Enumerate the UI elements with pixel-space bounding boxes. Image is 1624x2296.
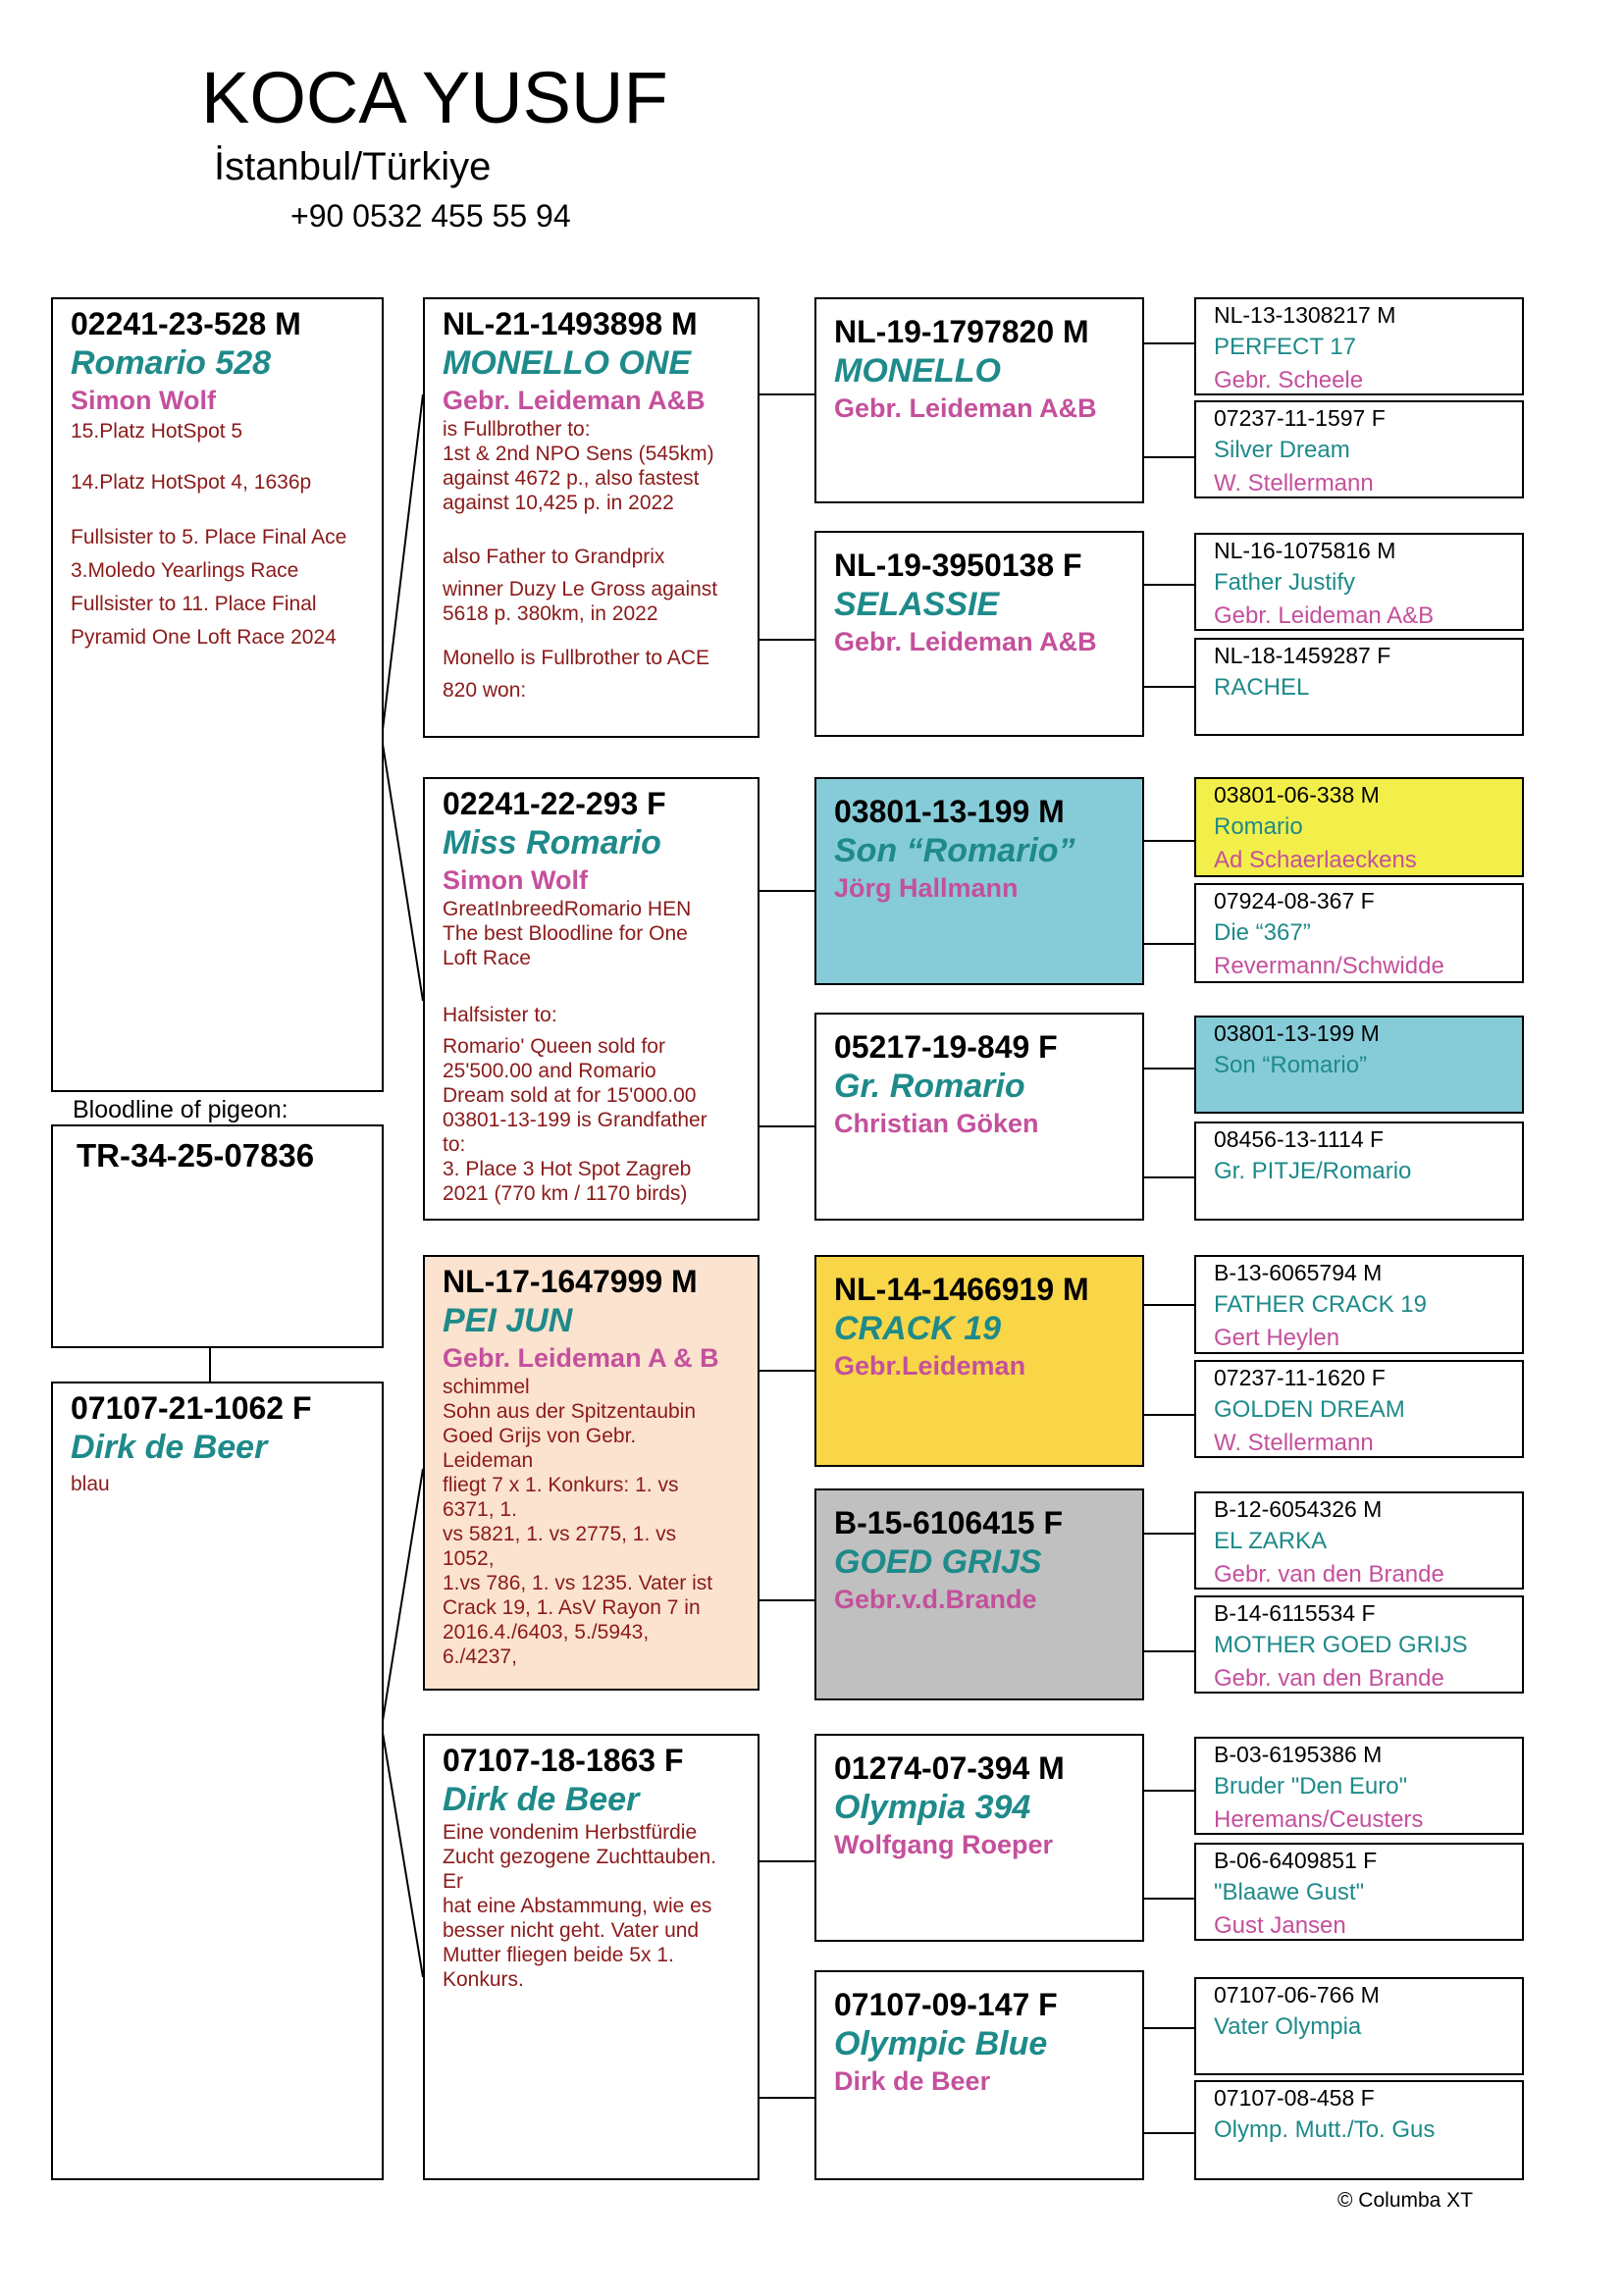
breeder-name: Gebr. van den Brande <box>1214 1665 1444 1692</box>
breeder-name: Gebr. Leideman A&B <box>1214 602 1435 629</box>
pigeon-name: Olympic Blue <box>834 2025 1048 2062</box>
breeder-name: Revermann/Schwidde <box>1214 953 1444 979</box>
ring-number: NL-13-1308217 M <box>1214 302 1396 328</box>
breeder-name: Gebr. Leideman A&B <box>443 386 706 415</box>
pigeon-name: RACHEL <box>1214 674 1310 701</box>
ring-number: NL-19-3950138 F <box>834 548 1082 583</box>
great-grandparent-card-14 <box>1194 1843 1524 1941</box>
grandparent-card-1 <box>814 297 1144 503</box>
pigeon-name: SELASSIE <box>834 586 1000 623</box>
great-grandparent-card-10 <box>1194 1360 1524 1458</box>
ring-number: 07107-21-1062 F <box>71 1390 312 1426</box>
pigeon-name: MONELLO <box>834 352 1001 390</box>
pigeon-name: MONELLO ONE <box>443 344 692 382</box>
breeder-name: W. Stellermann <box>1214 1430 1374 1456</box>
pigeon-name: Romario <box>1214 813 1303 840</box>
great-grandparent-card-3 <box>1194 533 1524 631</box>
ring-number: B-03-6195386 M <box>1214 1742 1383 1767</box>
pigeon-name: Gr. PITJE/Romario <box>1214 1158 1412 1184</box>
pedigree-dam-dam-card <box>423 1734 760 2180</box>
ring-number: B-12-6054326 M <box>1214 1496 1383 1522</box>
pigeon-name: Silver Dream <box>1214 437 1350 463</box>
pigeon-name: Son “Romario” <box>834 832 1075 869</box>
ring-number: B-15-6106415 F <box>834 1505 1064 1540</box>
grandparent-card-5 <box>814 1255 1144 1467</box>
breeder-name: W. Stellermann <box>1214 470 1374 496</box>
pigeon-name: GOED GRIJS <box>834 1543 1042 1581</box>
breeder-name: Gebr. Leideman A&B <box>834 627 1097 656</box>
ring-number: 03801-13-199 M <box>834 794 1065 829</box>
pigeon-name: Vater Olympia <box>1214 2013 1362 2040</box>
great-grandparent-card-4 <box>1194 638 1524 736</box>
pedigree-sire-dam-card <box>423 777 760 1221</box>
ring-number: 07924-08-367 F <box>1214 888 1375 913</box>
ring-number: B-13-6065794 M <box>1214 1260 1383 1285</box>
pedigree-dam-sire-card <box>423 1255 760 1691</box>
pigeon-name: Olympia 394 <box>834 1789 1031 1826</box>
pigeon-notes: Eine vondenim Herbstfürdie Zucht gezogene Zuchttauben. Er hat eine Abstammung, wie es besser nicht geht. Vater und Mutter fliegen beide 5x 1. Konkurs. <box>443 1821 717 1991</box>
ring-number: NL-16-1075816 M <box>1214 538 1396 563</box>
breeder-name: Gebr. van den Brande <box>1214 1561 1444 1588</box>
breeder-name: Simon Wolf <box>443 865 588 895</box>
grandparent-card-4 <box>814 1013 1144 1221</box>
pigeon-name: Miss Romario <box>443 824 661 861</box>
breeder-name: Gebr.Leideman <box>834 1351 1026 1381</box>
ring-number: 03801-06-338 M <box>1214 782 1380 808</box>
ring-number: B-06-6409851 F <box>1214 1848 1378 1873</box>
ring-number: NL-19-1797820 M <box>834 314 1089 349</box>
pigeon-name: Dirk de Beer <box>71 1429 268 1466</box>
pigeon-name: PERFECT 17 <box>1214 334 1356 360</box>
pigeon-name: "Blaawe Gust" <box>1214 1879 1365 1905</box>
pigeon-name: Olymp. Mutt./To. Gus <box>1214 2116 1436 2143</box>
pedigree-sire-sire-card <box>423 297 760 738</box>
bloodline-label: Bloodline of pigeon: <box>69 1095 292 1124</box>
pigeon-name: Father Justify <box>1214 569 1356 596</box>
ring-number: 07107-18-1863 F <box>443 1743 684 1778</box>
ring-number: NL-17-1647999 M <box>443 1264 698 1299</box>
pigeon-notes: blau <box>71 1473 110 1495</box>
ring-number: 07237-11-1597 F <box>1214 405 1386 431</box>
great-grandparent-card-15 <box>1194 1977 1524 2075</box>
breeder-name: Heremans/Ceusters <box>1214 1806 1424 1833</box>
pigeon-name: Son “Romario” <box>1214 1052 1368 1078</box>
breeder-name: Dirk de Beer <box>834 2066 991 2096</box>
great-grandparent-card-8 <box>1194 1122 1524 1221</box>
grandparent-card-2 <box>814 531 1144 737</box>
pigeon-name: Dirk de Beer <box>443 1781 640 1818</box>
grandparent-card-8 <box>814 1970 1144 2180</box>
grandparent-card-3 <box>814 777 1144 985</box>
copyright-notice: © Columba XT <box>1337 2189 1474 2212</box>
breeder-name: Wolfgang Roeper <box>834 1830 1054 1859</box>
breeder-city: İstanbul/Türkiye <box>214 145 492 188</box>
breeder-phone: +90 0532 455 55 94 <box>290 198 571 234</box>
ring-number: 05217-19-849 F <box>834 1029 1058 1065</box>
pigeon-name: Romario 528 <box>71 344 272 382</box>
pigeon-notes: 15.Platz HotSpot 5 14.Platz HotSpot 4, 1636p Fullsister to 5. Place Final Ace 3.Moledo Yearlings Race Fullsister to 11. Place Final Pyramid One Loft Race 2024 <box>71 420 347 649</box>
pedigree-dam-card <box>51 1382 384 2180</box>
breeder-name: Ad Schaerlaeckens <box>1214 847 1417 873</box>
bloodline-ring: TR-34-25-07836 <box>77 1137 315 1174</box>
pigeon-name: Die “367” <box>1214 919 1311 946</box>
pigeon-notes: is Fullbrother to: 1st & 2nd NPO Sens (545km) against 4672 p., also fastest against 10,425 p. in 2022 also Father to Grandprix winner Duzy Le Gross against 5618 p. 380km, in 2022 Monello is Fullbrother to ACE 820 won: <box>443 418 718 702</box>
grandparent-card-6 <box>814 1488 1144 1700</box>
great-grandparent-card-7 <box>1194 1016 1524 1114</box>
breeder-name: Gebr. Scheele <box>1214 367 1364 393</box>
ring-number: 02241-22-293 F <box>443 786 666 821</box>
breeder-name: Jörg Hallmann <box>834 873 1019 903</box>
pigeon-name: FATHER CRACK 19 <box>1214 1291 1427 1318</box>
great-grandparent-card-6 <box>1194 883 1524 983</box>
pigeon-name: GOLDEN DREAM <box>1214 1396 1405 1423</box>
ring-number: 07237-11-1620 F <box>1214 1365 1386 1390</box>
breeder-name: Simon Wolf <box>71 386 216 415</box>
ring-number: NL-21-1493898 M <box>443 306 698 341</box>
great-grandparent-card-2 <box>1194 400 1524 498</box>
pigeon-name: Bruder "Den Euro" <box>1214 1773 1408 1800</box>
great-grandparent-card-1 <box>1194 297 1524 395</box>
ring-number: 02241-23-528 M <box>71 306 301 341</box>
ring-number: 07107-06-766 M <box>1214 1982 1380 2008</box>
breeder-name: Christian Göken <box>834 1109 1039 1138</box>
ring-number: 07107-08-458 F <box>1214 2085 1375 2111</box>
great-grandparent-card-9 <box>1194 1255 1524 1354</box>
great-grandparent-card-5 <box>1194 777 1524 877</box>
ring-number: 08456-13-1114 F <box>1214 1126 1385 1152</box>
ring-number: 03801-13-199 M <box>1214 1020 1380 1046</box>
pedigree-sire-card <box>51 297 384 1092</box>
ring-number: B-14-6115534 F <box>1214 1600 1376 1626</box>
breeder-name: Gust Jansen <box>1214 1912 1346 1939</box>
great-grandparent-card-13 <box>1194 1737 1524 1835</box>
great-grandparent-card-12 <box>1194 1595 1524 1694</box>
ring-number: NL-14-1466919 M <box>834 1272 1089 1307</box>
pigeon-notes: GreatInbreedRomario HEN The best Bloodline for One Loft Race Halfsister to: Romario' Queen sold for 25'500.00 and Romario Dream sold at for 15'000.00 03801-13-199 is Grandfather to: 3. Place 3 Hot Spot Zagreb 2021 (770 km / 1170 birds) <box>443 898 707 1205</box>
ring-number: 01274-07-394 M <box>834 1750 1065 1786</box>
great-grandparent-card-16 <box>1194 2080 1524 2180</box>
pigeon-name: MOTHER GOED GRIJS <box>1214 1632 1468 1658</box>
great-grandparent-card-11 <box>1194 1491 1524 1590</box>
breeder-name: Gert Heylen <box>1214 1325 1340 1351</box>
breeder-name: Gebr.v.d.Brande <box>834 1585 1037 1614</box>
pigeon-name: EL ZARKA <box>1214 1528 1328 1554</box>
pigeon-name: PEI JUN <box>443 1302 573 1339</box>
grandparent-card-7 <box>814 1734 1144 1942</box>
ring-number: NL-18-1459287 F <box>1214 643 1391 668</box>
breeder-name: Gebr. Leideman A & B <box>443 1343 719 1373</box>
breeder-name: Gebr. Leideman A&B <box>834 393 1097 423</box>
pigeon-name: Gr. Romario <box>834 1068 1025 1105</box>
pigeon-name: CRACK 19 <box>834 1310 1002 1347</box>
ring-number: 07107-09-147 F <box>834 1987 1058 2022</box>
pigeon-notes: schimmel Sohn aus der Spitzentaubin Goed Grijs von Gebr. Leideman fliegt 7 x 1. Konkurs: 1. vs 6371, 1. vs 5821, 1. vs 2775, 1. vs 1052, 1.vs 786, 1. vs 1235. Vater ist Crack 19, 1. AsV Rayon 7 in 2016.4./6403, 5./5943, 6./4237, <box>443 1376 713 1668</box>
breeder-title: KOCA YUSUF <box>201 57 668 138</box>
